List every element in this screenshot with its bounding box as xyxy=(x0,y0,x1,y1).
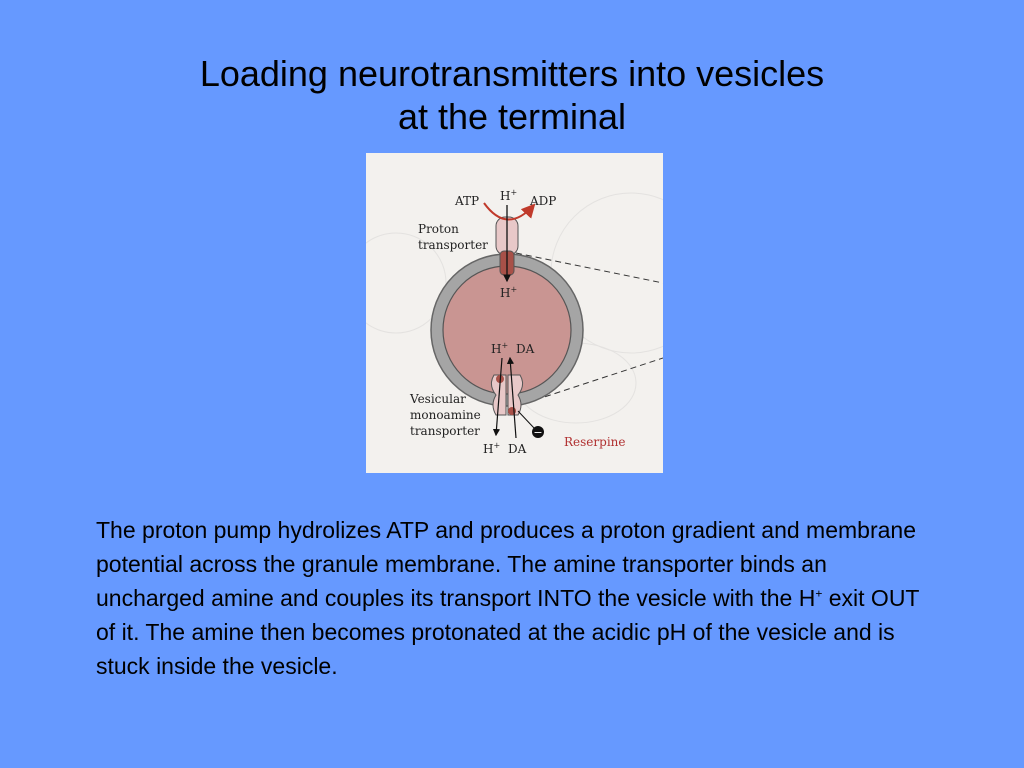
h-plus-top-h: H xyxy=(500,189,511,203)
h-plus-inside-sup: + xyxy=(510,285,518,294)
explanation-superscript: + xyxy=(815,586,823,601)
h-plus-top-sup: + xyxy=(510,188,518,197)
h-plus-bottom-h: H xyxy=(483,442,494,456)
slide-title xyxy=(0,52,1024,138)
h-plus-inside-h: H xyxy=(500,286,511,300)
reserpine-label: Reserpine xyxy=(564,435,626,449)
reserpine-line xyxy=(518,411,534,428)
h-plus-bottom-label xyxy=(483,441,500,456)
vmat-label-3: transporter xyxy=(410,424,480,438)
proton-transporter-label-1: Proton xyxy=(418,222,459,236)
proton-transporter-label-2: transporter xyxy=(418,238,488,252)
adp-label: ADP xyxy=(530,194,557,208)
atp-label: ATP xyxy=(455,194,480,208)
vesicle-diagram-svg xyxy=(366,153,663,473)
slide-title-line-2: at the terminal xyxy=(397,96,627,137)
explanation-part-1: The proton pump hydrolizes ATP and produces a proton gradient and membrane potential across the granule membrane. The amine transporter binds an uncharged amine and couples its transport INTO the vesicle with the H xyxy=(96,517,916,611)
explanation-text xyxy=(96,513,936,683)
h-plus-bottom-sup: + xyxy=(493,441,501,450)
vesicle-diagram xyxy=(366,153,663,473)
h-plus-top-label xyxy=(500,188,517,203)
da-inside-label: DA xyxy=(516,342,535,356)
da-bottom-label: DA xyxy=(508,442,527,456)
vmat-label-2: monoamine xyxy=(410,408,481,422)
slide-title-line-1: Loading neurotransmitters into vesicles xyxy=(199,53,825,94)
explanation-part-2: exit OUT of it. The amine then becomes protonated at the acidic pH of the vesicle and is stuck inside the vesicle. xyxy=(96,585,920,679)
vmat-label-1: Vesicular xyxy=(410,392,466,406)
h-plus-lower-sup: + xyxy=(501,341,509,350)
inhibit-symbol-text: − xyxy=(533,426,543,439)
h-plus-lower-h: H xyxy=(491,342,502,356)
